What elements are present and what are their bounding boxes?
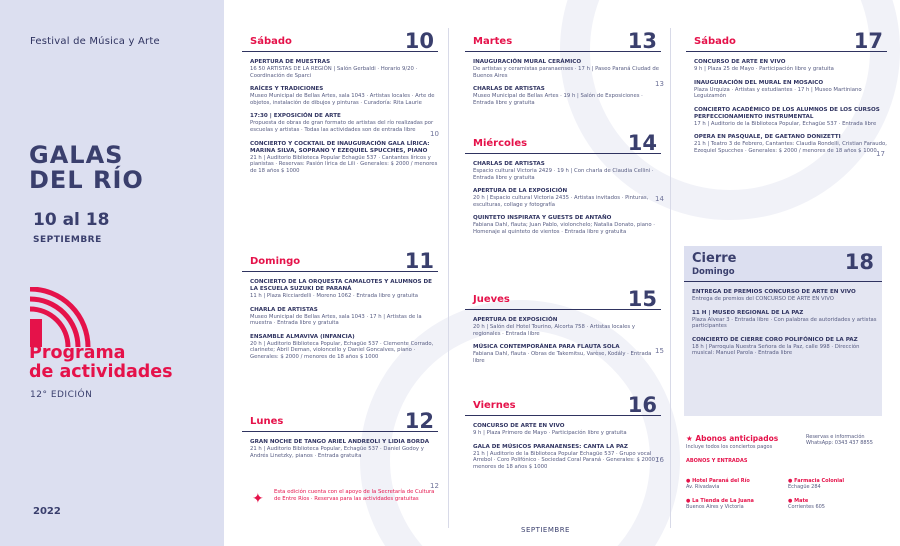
day-section-miercoles-14 — [465, 132, 661, 236]
day-section-lunes-12 — [242, 410, 438, 459]
cover-panel — [0, 0, 224, 546]
day-header — [465, 132, 661, 154]
day-name: Viernes — [473, 400, 516, 411]
side-page-number: 13 — [655, 80, 664, 88]
closing-section — [684, 246, 882, 416]
column-2 — [455, 0, 665, 546]
day-section-jueves-15 — [465, 288, 661, 364]
event-item: GRAN NOCHE DE TANGO ARIEL ANDREOLI Y LIDIA BORDA 21 h | Auditorio Biblioteca Popular, Echagüe 537 · Daniel Godoy y Andrés Linetzky, pianos · Entrada gratuita — [250, 439, 430, 459]
point-of-sale: ● Mate Corrientes 605 — [788, 498, 825, 510]
day-number: 12 — [404, 409, 434, 433]
day-number: 10 — [404, 29, 434, 53]
footer-month: SEPTIEMBRE — [521, 526, 570, 534]
day-number: 14 — [627, 131, 657, 155]
day-name: Sábado — [694, 36, 736, 47]
closing-day: Domingo — [692, 267, 735, 277]
day-name: Sábado — [250, 36, 292, 47]
side-page-number: 10 — [430, 130, 439, 138]
event-item: APERTURA DE MUESTRAS 16 50 ARTISTAS DE LA REGIÓN | Salón Gerbaldi · Horario 9/20 · Coordinación de Sparci — [250, 59, 418, 79]
day-name: Jueves — [473, 294, 510, 305]
day-number: 13 — [627, 29, 657, 53]
day-header — [242, 30, 438, 52]
event-item: MÚSICA CONTEMPORÁNEA PARA FLAUTA SOLA Fabiana Dahl, flauta · Obras de Takemitsu, Varèse, Kodály · Entrada libre — [473, 344, 652, 364]
event-item: INAUGURACIÓN DEL MURAL EN MOSAICO Plaza Urquiza · Artistas y estudiantes · 17 h | Museo Martiniano Leguizamón — [694, 79, 862, 100]
event-item: CONCURSO DE ARTE EN VIVO 9 h | Plaza 25 de Mayo · Participación libre y gratuita — [694, 59, 834, 72]
column-divider — [448, 28, 449, 528]
column-1 — [232, 0, 442, 546]
point-of-sale: ● Farmacia Colonial Echagüe 284 — [788, 478, 845, 490]
event-item: GALA DE MÚSICOS PARANAENSES: CANTA LA PAZ 21 h | Auditorio de la Biblioteca Popular Echagüe 537 · Grupo vocal Arrebol · Coro Polifónico · Sociedad Coral Paraná · Generales: $ 2000 / menores de 18 años $ 1000 — [473, 443, 659, 470]
column-divider — [670, 28, 671, 528]
event-item: CHARLAS DE ARTISTAS Espacio cultural Victoria 2429 · 19 h | Con charla de Claudia Cellini · Entrada libre y gratuita — [473, 161, 654, 181]
star-icon: ✦ — [252, 491, 264, 507]
day-section-sabado-17 — [686, 30, 887, 155]
day-section-martes-13 — [465, 30, 661, 106]
event-item: CONCURSO DE ARTE EN VIVO 9 h | Plaza Primero de Mayo · Participación libre y gratuita — [473, 423, 627, 436]
program-heading: Programa de actividades — [29, 343, 173, 382]
year-label: 2022 — [33, 506, 61, 517]
day-number: 11 — [404, 249, 434, 273]
event-title: GALAS DEL RÍO — [29, 141, 144, 194]
day-section-sabado-10 — [242, 30, 438, 174]
day-section-viernes-16 — [465, 394, 661, 470]
event-dates: 10 al 18 — [33, 210, 110, 230]
event-item: 17:30 | EXPOSICIÓN DE ARTE Propuesta de obras de gran formato de artistas del río realizadas por escuelas y artistas · Todas las actividades son de entrada libre — [250, 113, 434, 133]
point-of-sale: ● La Tienda de La Juana Buenos Aires y Victoria — [686, 498, 754, 510]
day-header — [465, 288, 661, 310]
event-item: 11 H | MUSEO REGIONAL DE LA PAZ Plaza Alvear 3 · Entrada libre · Con palabras de autoridades y artistas participantes — [692, 309, 877, 330]
event-item: APERTURA DE LA EXPOSICIÓN 20 h | Espacio cultural Victoria 2435 · Artistas invitados · Pinturas, esculturas, collage y fotografía — [473, 188, 649, 208]
radio-signal-icon — [28, 287, 98, 347]
day-number: 17 — [853, 29, 883, 53]
side-page-number: 12 — [430, 482, 439, 490]
side-page-number: 16 — [655, 456, 664, 464]
event-item: QUINTETO INSPIRATA Y GUESTS DE ANTAÑO Fabiana Dahl, flauta; Juan Pablo, violonchelo; Natalia Donato, piano · Homenaje al quinteto de vientos · Entrada libre y gratuita — [473, 215, 655, 235]
event-item: INAUGURACIÓN MURAL CERÁMICO De artistas y ceramistas paranaenses · 17 h | Paseo Paraná Ciudad de Buenos Aires — [473, 59, 659, 79]
event-item: CHARLAS DE ARTISTAS Museo Municipal de Bellas Artes · 19 h | Salón de Exposiciones · Entrada libre y gratuita — [473, 86, 643, 106]
event-item: APERTURA DE EXPOSICIÓN 20 h | Salón del Hotel Tourino, Alcorta 758 · Artistas locales y regionales · Entrada libre — [473, 317, 635, 337]
event-item: CONCIERTO Y COCKTAIL DE INAUGURACIÓN GALA LÍRICA: MARINA SILVA, SOPRANO Y EZEQUIEL SPUCCHES, PIANO 21 h | Auditorio Biblioteca Popular Echagüe 537 · Cantantes líricos y pianistas · Reservas: Pasión lírica de Lili · Generales: $ 2000 / menores de 18 años $ 1000 — [250, 140, 438, 174]
subscriptions-title: ★ Abonos anticipados — [686, 434, 779, 443]
side-page-number: 15 — [655, 347, 664, 355]
day-name: Domingo — [250, 256, 301, 267]
event-item: CHARLA DE ARTISTAS Museo Municipal de Bellas Artes, sala 1043 · 17 h | Artistas de la muestra · Entrada libre y gratuita — [250, 306, 422, 327]
side-page-number: 17 — [876, 150, 885, 158]
event-item: OPERA EN PASQUALE, DE GAETANO DONIZETTI 21 h | Teatro 3 de Febrero, Cantantes: Claudia Rondelli, Cristian Faraudo, Ezequiel Spucches · Generales: $ 2000 / menores de 18 años $ 1000 — [694, 134, 887, 154]
day-name: Lunes — [250, 416, 284, 427]
side-page-number: 14 — [655, 195, 664, 203]
subscriptions-subtitle: Incluye todos los conciertos pagos — [686, 444, 773, 450]
day-name: Miércoles — [473, 138, 528, 149]
event-item: CONCIERTO DE CIERRE CORO POLIFÓNICO DE LA PAZ 18 h | Parroquia Nuestra Señora de la Paz, calle 998 · Dirección musical: Manuel Parola · Entrada libre — [692, 336, 860, 357]
edition-label: 12° EDICIÓN — [30, 390, 93, 400]
closing-title: Cierre — [692, 251, 737, 266]
event-item: RAÍCES Y TRADICIONES Museo Municipal de Bellas Artes, sala 1043 · Artistas locales · Arte de objetos, instalación de dibujos y pinturas · Curadoría: Rita Laurie — [250, 86, 435, 106]
event-month: SEPTIEMBRE — [33, 235, 102, 245]
event-item: CONCIERTO ACADÉMICO DE LOS ALUMNOS DE LOS CURSOS PERFECCIONAMIENTO INSTRUMENTAL 17 h | Auditorio de la Biblioteca Popular, Echagüe 537 · Entrada libre — [694, 106, 880, 127]
day-header — [242, 410, 438, 432]
event-item: CONCIERTO DE LA ORQUESTA CAMALOTES Y ALUMNOS DE LA ESCUELA SUZUKI DE PARANÁ 11 h | Plaza Ricciardelli · Moreno 1062 · Entrada libre y gratuita — [250, 279, 432, 299]
point-of-sale: ● Hotel Paraná del Río Av. Rivadavia — [686, 478, 750, 490]
day-header — [465, 394, 661, 416]
day-header — [465, 30, 661, 52]
closing-header — [684, 246, 882, 282]
contact-info: Reservas e información WhatsApp: 0343 437 8855 — [806, 434, 873, 446]
column-3 — [676, 0, 891, 546]
event-item: ENSAMBLE ALMAVIVA (INFANCIA) 20 h | Auditorio Biblioteca Popular, Echagüe 537 · Clemente Corrado, clarinete; Abril Deman, violoncello y Daniel Goncalves, piano · Generales: $ 2000 / menores de 18 años $ 1000 — [250, 333, 434, 360]
day-header — [686, 30, 887, 52]
day-name: Martes — [473, 36, 513, 47]
closing-number: 18 — [844, 250, 874, 274]
support-note-text: Esta edición cuenta con el apoyo de la Secretaría de Cultura de Entre Ríos · Reservas para las actividades gratuitas — [274, 489, 435, 502]
day-number: 15 — [627, 287, 657, 311]
event-item: ENTREGA DE PREMIOS CONCURSO DE ARTE EN VIVO Entrega de premios del CONCURSO DE ARTE EN VIVO — [692, 289, 856, 302]
points-of-sale-title: ABONOS Y ENTRADAS — [686, 458, 748, 464]
day-number: 16 — [627, 393, 657, 417]
day-section-domingo-11 — [242, 250, 438, 361]
festival-name: Festival de Música y Arte — [30, 36, 160, 47]
day-header — [242, 250, 438, 272]
